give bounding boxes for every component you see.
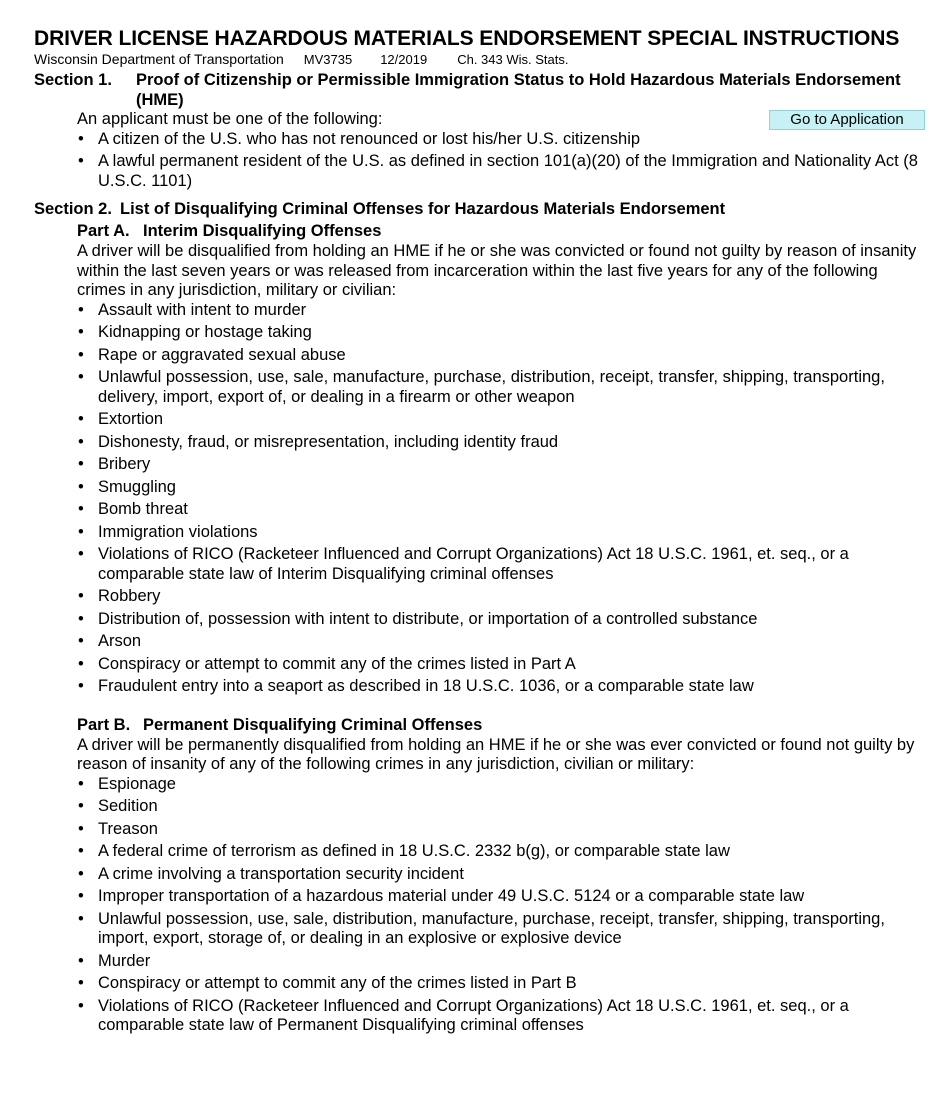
interim-offense-item: • Distribution of, possession with intent to distribute, or importation of a controlled substance xyxy=(77,610,924,630)
agency-name: Wisconsin Department of Transportation xyxy=(34,51,284,67)
interim-offense-item: • Conspiracy or attempt to commit any of the crimes listed in Part A xyxy=(77,655,924,675)
permanent-offense-item: • Conspiracy or attempt to commit any of the crimes listed in Part B xyxy=(77,974,924,994)
form-page xyxy=(34,26,924,1039)
citizenship-list-item: • A lawful permanent resident of the U.S. as defined in section 101(a)(20) of the Immigration and Nationality Act (8 U.S.C. 1101) xyxy=(77,152,924,191)
section-1-intro: An applicant must be one of the following: xyxy=(77,110,383,128)
interim-offense-item: • Assault with intent to murder xyxy=(77,301,924,321)
citizenship-list-item: • A citizen of the U.S. who has not renounced or lost his/her U.S. citizenship xyxy=(77,130,924,150)
permanent-offense-item: • Murder xyxy=(77,952,924,972)
part-a-label: Part A. xyxy=(77,222,130,240)
part-a-list xyxy=(77,301,924,697)
go-to-application-button[interactable]: Go to Application xyxy=(769,110,925,130)
permanent-offense-item: • A federal crime of terrorism as defined in 18 U.S.C. 2332 b(g), or comparable state law xyxy=(77,842,924,862)
permanent-offense-item: • Unlawful possession, use, sale, distribution, manufacture, purchase, receipt, transfer, shipping, transporting, import, export, storage of, or dealing in an explosive or explosive device xyxy=(77,910,924,949)
section-2-number: Section 2. xyxy=(34,200,112,218)
part-b-intro: A driver will be permanently disqualified from holding an HME if he or she was ever convicted or found not guilty by reason of insanity of any of the following crimes in any jurisdiction, civilian or military: xyxy=(77,735,915,773)
section-1-intro-row xyxy=(77,110,924,130)
form-number: MV3735 xyxy=(303,52,353,67)
permanent-offense-item: • Treason xyxy=(77,820,924,840)
statute-reference: Ch. 343 Wis. Stats. xyxy=(457,52,569,67)
part-a-title: Interim Disqualifying Offenses xyxy=(143,222,382,240)
permanent-offense-item: • Espionage xyxy=(77,775,924,795)
form-title: DRIVER LICENSE HAZARDOUS MATERIALS ENDORSEMENT SPECIAL INSTRUCTIONS xyxy=(34,27,900,50)
part-b-heading xyxy=(77,714,924,736)
section-1-list xyxy=(77,130,924,192)
form-meta xyxy=(34,51,924,68)
interim-offense-item: • Dishonesty, fraud, or misrepresentation, including identity fraud xyxy=(77,433,924,453)
part-a-intro: A driver will be disqualified from holding an HME if he or she was convicted or found not guilty by reason of insanity within the last seven years or was released from incarceration within the last five years for any of the following crimes in any jurisdiction, military or civilian: xyxy=(77,242,917,299)
permanent-offense-item: • Improper transportation of a hazardous material under 49 U.S.C. 5124 or a comparable state law xyxy=(77,887,924,907)
interim-offense-item: • Immigration violations xyxy=(77,523,924,543)
part-b-title: Permanent Disqualifying Criminal Offenses xyxy=(143,715,483,734)
part-b-label: Part B. xyxy=(77,715,131,734)
interim-offense-item: • Smuggling xyxy=(77,478,924,498)
section-2-heading xyxy=(34,199,924,219)
section-2-body xyxy=(77,220,924,1036)
interim-offense-item: • Extortion xyxy=(77,410,924,430)
section-1-number: Section 1. xyxy=(34,71,112,89)
interim-offense-item: • Rape or aggravated sexual abuse xyxy=(77,346,924,366)
part-b-list xyxy=(77,775,924,1036)
revision-date: 12/2019 xyxy=(380,52,428,67)
interim-offense-item: • Violations of RICO (Racketeer Influenced and Corrupt Organizations) Act 18 U.S.C. 1961, et. seq., or a comparable state law of Interim Disqualifying criminal offenses xyxy=(77,545,924,584)
interim-offense-item: • Bribery xyxy=(77,455,924,475)
interim-offense-item: • Kidnapping or hostage taking xyxy=(77,323,924,343)
part-a-heading xyxy=(77,220,924,242)
permanent-offense-item: • A crime involving a transportation security incident xyxy=(77,865,924,885)
section-1-heading xyxy=(34,70,924,110)
section-2-title: List of Disqualifying Criminal Offenses for Hazardous Materials Endorsement xyxy=(120,200,726,218)
interim-offense-item: • Unlawful possession, use, sale, manufacture, purchase, distribution, receipt, transfer, shipping, transporting, delivery, import, export of, or dealing in a firearm or other weapon xyxy=(77,368,924,407)
permanent-offense-item: • Violations of RICO (Racketeer Influenced and Corrupt Organizations) Act 18 U.S.C. 1961, et. seq., or a comparable state law of Permanent Disqualifying criminal offenses xyxy=(77,997,924,1036)
permanent-offense-item: • Sedition xyxy=(77,797,924,817)
interim-offense-item: • Robbery xyxy=(77,587,924,607)
interim-offense-item: • Bomb threat xyxy=(77,500,924,520)
interim-offense-item: • Fraudulent entry into a seaport as described in 18 U.S.C. 1036, or a comparable state law xyxy=(77,677,924,697)
section-1-title: Proof of Citizenship or Permissible Immigration Status to Hold Hazardous Materials Endorsement (HME) xyxy=(136,71,901,109)
section-1-body xyxy=(77,110,924,191)
interim-offense-item: • Arson xyxy=(77,632,924,652)
